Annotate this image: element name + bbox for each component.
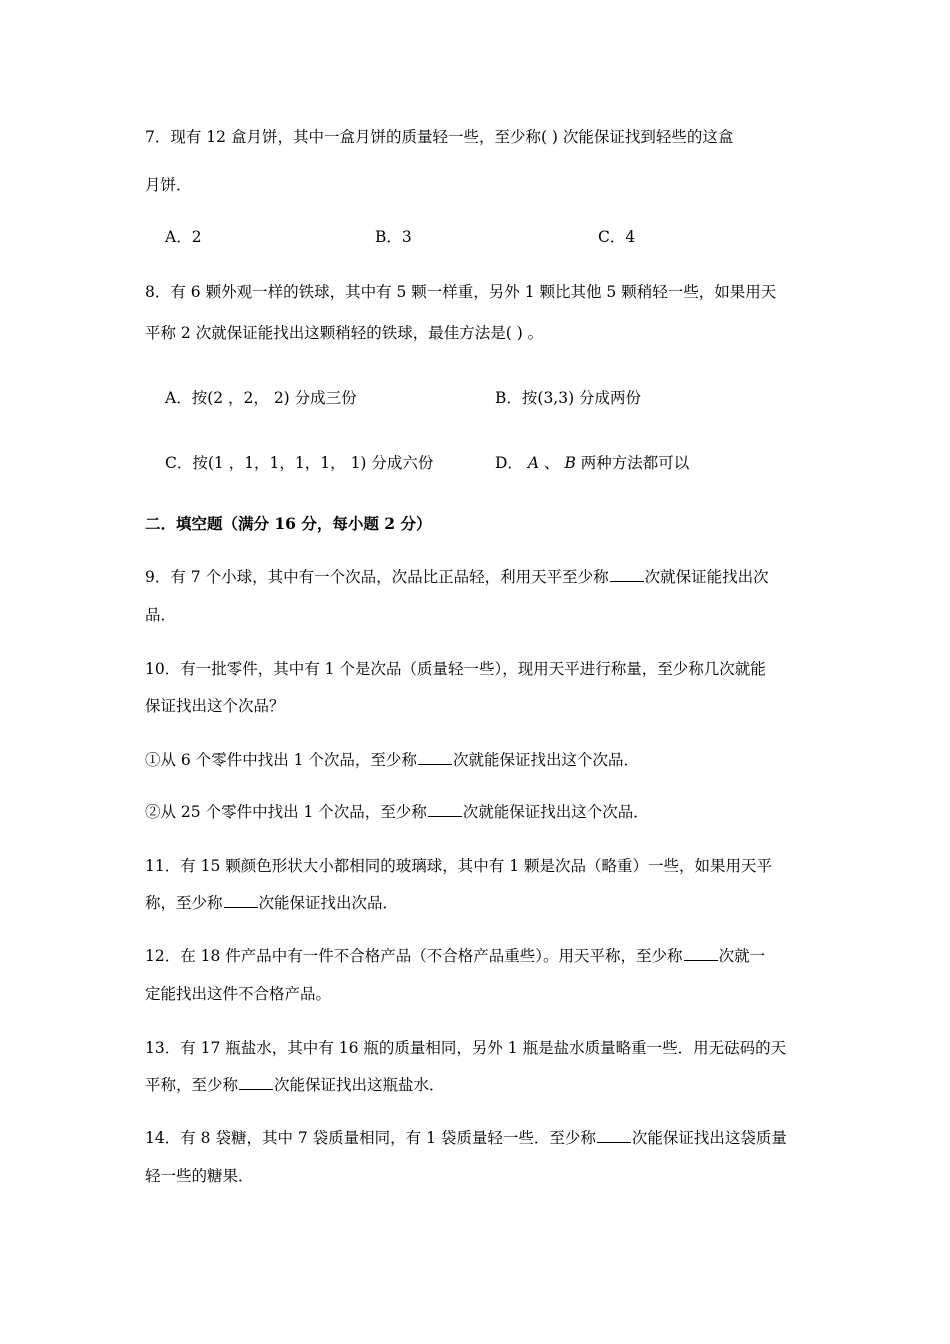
answer-blank[interactable] bbox=[684, 946, 718, 961]
q7-option-c: C．4 bbox=[598, 228, 636, 246]
q10-sub1: ①从 6 个零件中找出 1 个次品，至少称 次就能保证找出这个次品． bbox=[145, 751, 639, 769]
q8-line2: 平称 2 次就保证能找出这颗稍轻的铁球，最佳方法是( ) 。 bbox=[145, 324, 544, 342]
q7-line1: 7．现有 12 盒月饼，其中一盒月饼的质量轻一些，至少称( ) 次能保证找到轻些的这盒 bbox=[145, 128, 734, 146]
q8-option-d: D． A 、 B 两种方法都可以 bbox=[495, 454, 690, 472]
q8-option-c: C．按(1 ，1，1，1，1， 1) 分成六份 bbox=[165, 454, 434, 472]
answer-blank[interactable] bbox=[610, 567, 644, 582]
q7-option-b: B．3 bbox=[375, 228, 412, 246]
q13-line1: 13．有 17 瓶盐水，其中有 16 瓶的质量相同，另外 1 瓶是盐水质量略重一些．用无砝码的天 bbox=[145, 1039, 787, 1057]
q10-sub2: ②从 25 个零件中找出 1 个次品，至少称 次就能保证找出这个次品． bbox=[145, 803, 649, 821]
q11-line2: 称，至少称 次能保证找出次品． bbox=[145, 894, 399, 912]
answer-blank[interactable] bbox=[428, 802, 462, 817]
q8-line1: 8．有 6 颗外观一样的铁球，其中有 5 颗一样重，另外 1 颗比其他 5 颗稍轻一些，如果用天 bbox=[145, 283, 777, 301]
answer-blank[interactable] bbox=[418, 750, 452, 765]
q14-line1: 14．有 8 袋糖，其中 7 袋质量相同，有 1 袋质量轻一些．至少称 次能保证找出这袋质量 bbox=[145, 1129, 787, 1147]
q8-option-a: A．按(2 ，2， 2) 分成三份 bbox=[165, 389, 357, 407]
q7-option-a: A．2 bbox=[165, 228, 202, 246]
q8-option-b: B．按(3,3) 分成两份 bbox=[495, 389, 642, 407]
q13-line2: 平称，至少称 次能保证找出这瓶盐水． bbox=[145, 1076, 445, 1094]
q10-line1: 10．有一批零件，其中有 1 个是次品（质量轻一些），现用天平进行称量，至少称几次就能 bbox=[145, 660, 766, 678]
answer-blank[interactable] bbox=[597, 1128, 631, 1143]
section-title: 二．填空题（满分 16 分，每小题 2 分） bbox=[145, 514, 432, 533]
q14-line2: 轻一些的糖果． bbox=[145, 1167, 254, 1185]
answer-blank[interactable] bbox=[224, 893, 258, 908]
q9-line2: 品． bbox=[145, 606, 177, 624]
q10-line2: 保证找出这个次品？ bbox=[145, 697, 285, 715]
q7-line2: 月饼． bbox=[145, 176, 192, 194]
q12-line2: 定能找出这件不合格产品。 bbox=[145, 985, 332, 1003]
answer-blank[interactable] bbox=[239, 1075, 273, 1090]
q12-line1: 12．在 18 件产品中有一件不合格产品（不合格产品重些）。用天平称，至少称 次就一 bbox=[145, 947, 766, 965]
q9-line1: 9．有 7 个小球，其中有一个次品，次品比正品轻，利用天平至少称 次就保证能找出次 bbox=[145, 568, 769, 586]
q11-line1: 11．有 15 颗颜色形状大小都相同的玻璃球，其中有 1 颗是次品（略重）一些，如果用天平 bbox=[145, 857, 773, 875]
